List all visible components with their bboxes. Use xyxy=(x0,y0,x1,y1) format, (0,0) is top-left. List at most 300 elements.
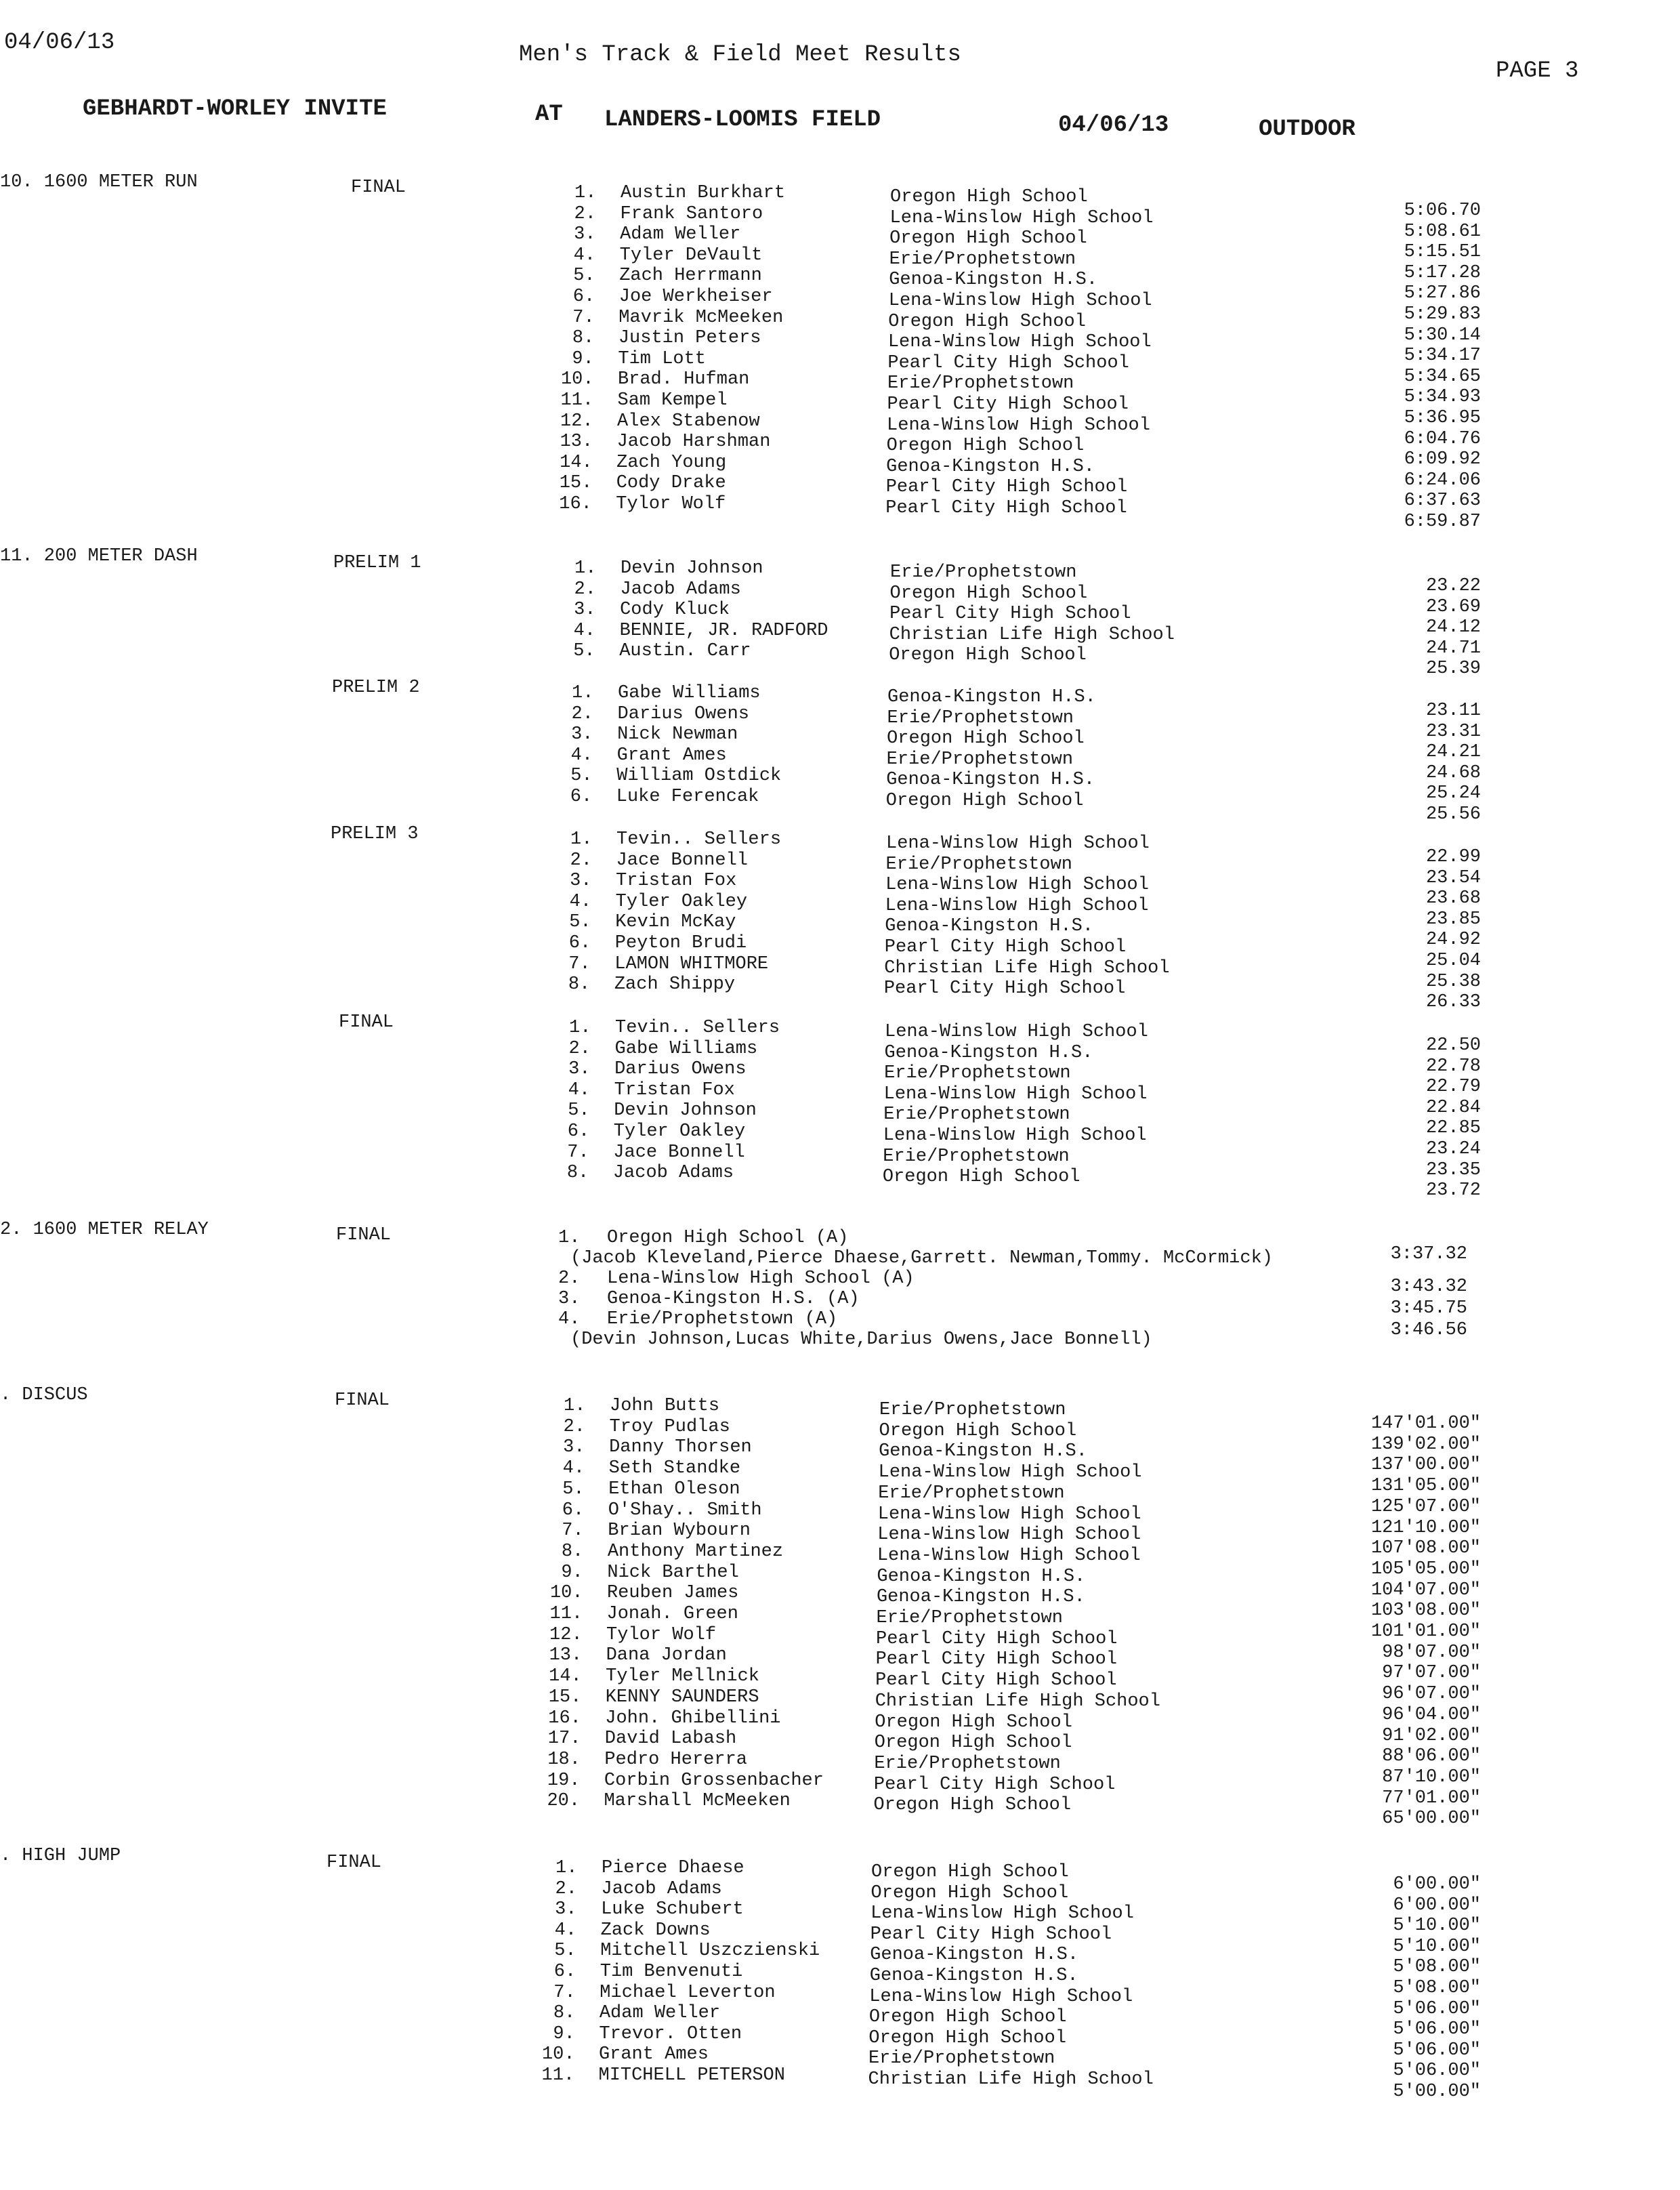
team-name: Genoa-Kingston H.S. xyxy=(869,1966,1078,1986)
result-row xyxy=(0,641,1680,680)
place: 2. xyxy=(558,1268,581,1289)
mark: 5:27.86 xyxy=(1404,283,1481,304)
team-name: Lena-Winslow High School xyxy=(878,1462,1142,1483)
team-name: Pearl City High School xyxy=(884,937,1127,957)
result-row xyxy=(0,1791,1680,1830)
place: 20. xyxy=(547,1791,581,1812)
team-name: Pearl City High School xyxy=(875,1649,1118,1670)
mark: 139'02.00" xyxy=(1370,1434,1481,1455)
team-name: Lena-Winslow High School xyxy=(885,1022,1148,1042)
mark: 3:37.32 xyxy=(1390,1244,1467,1264)
mark: 5'06.00" xyxy=(1393,2040,1481,2061)
mark: 5:29.83 xyxy=(1404,304,1481,325)
meet-setting: OUTDOOR xyxy=(1259,117,1356,142)
team-name: Oregon High School xyxy=(868,2027,1067,2048)
team-name: Genoa-Kingston H.S. xyxy=(884,1042,1093,1063)
athlete-name: Sam Kempel xyxy=(617,390,728,411)
event-title: 10. 1600 METER RUN xyxy=(0,172,198,192)
athlete-name: Tyler DeVault xyxy=(619,245,763,266)
place: 5. xyxy=(554,1941,576,1962)
mark: 3:43.32 xyxy=(1390,1277,1467,1297)
mark: 6:37.63 xyxy=(1404,491,1481,512)
place: 2. xyxy=(574,203,596,224)
mark: 5'10.00" xyxy=(1393,1936,1481,1957)
mark: 104'07.00" xyxy=(1370,1579,1481,1600)
mark: 23.54 xyxy=(1425,867,1481,888)
place: 6. xyxy=(570,787,593,807)
athlete-name: Anthony Martinez xyxy=(607,1541,784,1562)
place: 5. xyxy=(562,1479,585,1500)
mark: 22.84 xyxy=(1425,1097,1481,1118)
meet-at: AT xyxy=(535,102,563,127)
place: 3. xyxy=(555,1899,577,1920)
athlete-name: Tevin.. Sellers xyxy=(615,1018,780,1038)
place: 9. xyxy=(561,1562,583,1583)
athlete-name: Jacob Adams xyxy=(601,1878,722,1899)
team-name: Pearl City High School xyxy=(876,1628,1118,1649)
mark: 5'08.00" xyxy=(1393,1957,1481,1978)
team-name: Pearl City High School xyxy=(885,477,1128,498)
mark: 131'05.00" xyxy=(1370,1476,1481,1497)
athlete-name: John Butts xyxy=(610,1396,720,1416)
place: 15. xyxy=(559,473,593,494)
team-name: Genoa-Kingston H.S. xyxy=(879,1441,1087,1462)
mark: 25.38 xyxy=(1425,971,1481,992)
athlete-name: Kevin McKay xyxy=(615,912,736,933)
place: 1. xyxy=(564,1396,586,1416)
mark: 125'07.00" xyxy=(1370,1496,1481,1517)
report-title: Men's Track & Field Meet Results xyxy=(519,42,961,68)
place: 2. xyxy=(570,850,592,871)
mark: 5:08.61 xyxy=(1404,221,1481,242)
mark: 22.78 xyxy=(1425,1056,1481,1077)
round-label: FINAL xyxy=(339,1012,394,1033)
place: 6. xyxy=(572,287,595,307)
mark: 25.56 xyxy=(1425,804,1481,825)
place: 12. xyxy=(549,1624,583,1645)
mark: 5:34.65 xyxy=(1404,366,1481,387)
place: 4. xyxy=(570,745,593,766)
team-name: Genoa-Kingston H.S. xyxy=(876,1587,1085,1608)
mark: 5:17.28 xyxy=(1404,262,1481,283)
mark: 5:34.17 xyxy=(1404,346,1481,367)
relay-team: Lena-Winslow High School (A) xyxy=(607,1268,915,1289)
result-row xyxy=(0,1163,1680,1201)
place: 5. xyxy=(573,641,595,662)
place: 19. xyxy=(547,1770,581,1791)
team-name: Oregon High School xyxy=(868,2007,1067,2028)
round-label: PRELIM 2 xyxy=(332,678,420,698)
place: 8. xyxy=(553,2003,576,2024)
place: 2. xyxy=(563,1416,585,1437)
mark: 25.24 xyxy=(1425,783,1481,804)
athlete-name: Cody Drake xyxy=(616,473,726,494)
mark: 23.85 xyxy=(1425,909,1481,930)
team-name: Oregon High School xyxy=(875,1712,1072,1733)
result-row xyxy=(0,494,1680,532)
meet-name: GEBHARDT-WORLEY INVITE xyxy=(83,96,387,122)
place: 3. xyxy=(558,1289,581,1309)
athlete-name: Gabe Williams xyxy=(618,683,761,703)
team-name: Lena-Winslow High School xyxy=(869,1986,1133,2007)
place: 14. xyxy=(560,452,593,473)
mark: 24.21 xyxy=(1425,742,1481,763)
athlete-name: Brian Wybourn xyxy=(608,1521,751,1542)
athlete-name: Pierce Dhaese xyxy=(602,1858,744,1878)
place: 1. xyxy=(570,829,593,850)
team-name: Lena-Winslow High School xyxy=(883,1083,1148,1104)
athlete-name: William Ostdick xyxy=(616,766,782,787)
athlete-name: Reuben James xyxy=(606,1583,739,1604)
mark: 24.92 xyxy=(1425,930,1481,951)
place: 4. xyxy=(554,1920,577,1941)
meet-venue: LANDERS-LOOMIS FIELD xyxy=(604,107,881,133)
team-name: Pearl City High School xyxy=(873,1774,1116,1795)
team-name: Erie/Prophetstown xyxy=(883,1104,1070,1125)
athlete-name: Gabe Williams xyxy=(614,1038,758,1059)
team-name: Erie/Prophetstown xyxy=(876,1608,1063,1628)
round-label: PRELIM 1 xyxy=(333,553,421,573)
team-name: Oregon High School xyxy=(873,1795,1072,1816)
place: 16. xyxy=(559,494,592,514)
place: 2. xyxy=(574,579,596,600)
place: 10. xyxy=(549,1583,583,1604)
event-title: 11. 200 METER DASH xyxy=(0,546,198,566)
athlete-name: KENNY SAUNDERS xyxy=(605,1687,759,1708)
place: 7. xyxy=(562,1521,584,1542)
team-name: Lena-Winslow High School xyxy=(888,291,1152,311)
mark: 6:59.87 xyxy=(1404,512,1481,532)
relay-members: (Jacob Kleveland,Pierce Dhaese,Garrett. Newman,Tommy. McCormick) xyxy=(570,1248,1273,1268)
mark: 26.33 xyxy=(1425,992,1481,1013)
place: 6. xyxy=(568,933,591,953)
mark: 5'06.00" xyxy=(1393,2061,1481,2082)
round-label: FINAL xyxy=(327,1853,382,1873)
mark: 5'06.00" xyxy=(1393,1998,1481,2019)
place: 11. xyxy=(549,1604,583,1624)
place: 7. xyxy=(568,953,591,974)
place: 8. xyxy=(566,1163,589,1184)
athlete-name: Luke Ferencak xyxy=(616,787,759,807)
team-name: Christian Life High School xyxy=(875,1691,1160,1712)
place: 4. xyxy=(573,245,596,266)
athlete-name: Grant Ames xyxy=(598,2044,709,2065)
mark: 88'06.00" xyxy=(1382,1746,1481,1767)
team-name: Christian Life High School xyxy=(868,2069,1154,2090)
team-name: Pearl City High School xyxy=(883,978,1126,999)
team-name: Pearl City High School xyxy=(887,352,1129,373)
place: 4. xyxy=(569,891,592,912)
athlete-name: Alex Stabenow xyxy=(617,411,760,432)
mark: 147'01.00" xyxy=(1370,1413,1481,1434)
athlete-name: Corbin Grossenbacher xyxy=(604,1770,824,1791)
place: 4. xyxy=(558,1309,581,1329)
team-name: Pearl City High School xyxy=(889,604,1131,625)
athlete-name: BENNIE, JR. RADFORD xyxy=(619,620,828,641)
mark: 91'02.00" xyxy=(1382,1725,1481,1746)
athlete-name: Darius Owens xyxy=(617,703,749,724)
team-name: Oregon High School xyxy=(889,645,1087,666)
mark: 5:15.51 xyxy=(1404,242,1481,263)
mark: 22.79 xyxy=(1425,1077,1481,1098)
team-name: Oregon High School xyxy=(871,1862,1069,1882)
team-name: Erie/Prophetstown xyxy=(884,1063,1071,1084)
athlete-name: Tylor Wolf xyxy=(606,1624,717,1645)
athlete-name: Frank Santoro xyxy=(620,203,763,224)
mark: 6'00.00" xyxy=(1393,1874,1481,1895)
place: 17. xyxy=(547,1729,581,1750)
team-name: Pearl City High School xyxy=(875,1670,1117,1691)
place: 12. xyxy=(560,411,593,432)
place: 5. xyxy=(570,766,593,787)
mark: 5:36.95 xyxy=(1404,408,1481,428)
mark: 97'07.00" xyxy=(1382,1663,1481,1684)
relay-team: Erie/Prophetstown (A) xyxy=(607,1309,838,1329)
team-name: Erie/Prophetstown xyxy=(890,562,1077,583)
team-name: Pearl City High School xyxy=(870,1924,1112,1945)
place: 9. xyxy=(553,2023,575,2044)
place: 5. xyxy=(573,266,595,287)
team-name: Erie/Prophetstown xyxy=(889,249,1076,270)
team-name: Oregon High School xyxy=(870,1882,1069,1903)
result-row xyxy=(0,787,1680,825)
athlete-name: Austin Burkhart xyxy=(621,183,786,203)
place: 1. xyxy=(574,558,597,579)
mark: 5'08.00" xyxy=(1393,1978,1481,1998)
mark: 65'00.00" xyxy=(1382,1809,1481,1830)
place: 7. xyxy=(553,1982,576,2003)
team-name: Christian Life High School xyxy=(884,957,1170,978)
athlete-name: Mitchell Uszczienski xyxy=(600,1941,820,1962)
team-name: Oregon High School xyxy=(886,436,1085,457)
place: 8. xyxy=(572,328,595,349)
mark: 77'01.00" xyxy=(1382,1788,1481,1809)
place: 9. xyxy=(572,348,594,369)
athlete-name: Danny Thorsen xyxy=(609,1437,752,1458)
place: 1. xyxy=(555,1858,578,1878)
place: 2. xyxy=(571,703,593,724)
place: 2. xyxy=(555,1878,577,1899)
team-name: Oregon High School xyxy=(879,1420,1077,1441)
athlete-name: David Labash xyxy=(604,1729,737,1750)
team-name: Oregon High School xyxy=(882,1167,1080,1188)
mark: 5'06.00" xyxy=(1393,2019,1481,2040)
event-title: 2. 1600 METER RELAY xyxy=(0,1220,209,1240)
round-label: FINAL xyxy=(336,1225,392,1245)
mark: 23.68 xyxy=(1425,888,1481,909)
place: 2. xyxy=(568,1038,591,1059)
place: 4. xyxy=(568,1079,591,1100)
team-name: Genoa-Kingston H.S. xyxy=(870,1945,1079,1966)
athlete-name: Tyler Mellnick xyxy=(606,1666,759,1687)
athlete-name: Devin Johnson xyxy=(621,558,763,579)
mark: 23.24 xyxy=(1425,1139,1481,1159)
team-name: Erie/Prophetstown xyxy=(887,373,1074,394)
place: 4. xyxy=(573,620,596,641)
mark: 96'04.00" xyxy=(1382,1704,1481,1725)
meet-date: 04/06/13 xyxy=(1058,112,1169,138)
team-name: Genoa-Kingston H.S. xyxy=(877,1566,1086,1587)
place: 3. xyxy=(563,1437,585,1458)
athlete-name: Tylor Wolf xyxy=(616,494,726,514)
athlete-name: Marshall McMeeken xyxy=(604,1791,791,1812)
mark: 121'10.00" xyxy=(1370,1517,1481,1538)
athlete-name: Tim Benvenuti xyxy=(600,1962,743,1982)
team-name: Erie/Prophetstown xyxy=(885,854,1072,875)
athlete-name: O'Shay.. Smith xyxy=(608,1500,762,1521)
team-name: Erie/Prophetstown xyxy=(886,749,1074,770)
athlete-name: Ethan Oleson xyxy=(608,1479,740,1500)
place: 3. xyxy=(570,871,592,892)
mark: 25.04 xyxy=(1425,951,1481,971)
athlete-name: Pedro Hererra xyxy=(604,1749,747,1770)
mark: 22.85 xyxy=(1425,1118,1481,1139)
mark: 5'00.00" xyxy=(1393,2082,1481,2102)
round-label: FINAL xyxy=(351,178,406,198)
place: 8. xyxy=(561,1541,584,1562)
mark: 24.68 xyxy=(1425,762,1481,783)
mark: 6'00.00" xyxy=(1393,1895,1481,1916)
team-name: Erie/Prophetstown xyxy=(874,1753,1061,1774)
mark: 24.12 xyxy=(1425,617,1481,638)
athlete-name: Zach Shippy xyxy=(614,974,736,995)
athlete-name: MITCHELL PETERSON xyxy=(598,2065,785,2086)
athlete-name: Darius Owens xyxy=(614,1059,747,1080)
team-name: Oregon High School xyxy=(874,1733,1072,1754)
team-name: Oregon High School xyxy=(889,583,1088,604)
place: 6. xyxy=(553,1962,576,1982)
place: 8. xyxy=(568,974,591,995)
event-title: . DISCUS xyxy=(0,1385,88,1405)
relay-team: Oregon High School (A) xyxy=(607,1228,849,1248)
athlete-name: Cody Kluck xyxy=(620,600,730,621)
mark: 22.50 xyxy=(1425,1035,1481,1056)
athlete-name: Jacob Adams xyxy=(620,579,741,600)
athlete-name: Mavrik McMeeken xyxy=(618,307,784,328)
athlete-name: Adam Weller xyxy=(599,2003,721,2024)
athlete-name: Tyler Oakley xyxy=(613,1121,746,1142)
place: 11. xyxy=(560,390,594,411)
team-name: Genoa-Kingston H.S. xyxy=(885,916,1094,937)
team-name: Lena-Winslow High School xyxy=(883,1125,1147,1146)
place: 14. xyxy=(549,1666,582,1687)
place: 6. xyxy=(567,1121,590,1142)
place: 7. xyxy=(572,307,595,328)
mark: 23.31 xyxy=(1425,721,1481,742)
athlete-name: Tyler Oakley xyxy=(615,891,748,912)
athlete-name: Zack Downs xyxy=(600,1920,711,1941)
athlete-name: Grant Ames xyxy=(616,745,727,766)
team-name: Pearl City High School xyxy=(885,498,1127,518)
athlete-name: Jonah. Green xyxy=(606,1604,738,1624)
team-name: Erie/Prophetstown xyxy=(883,1146,1070,1167)
team-name: Lena-Winslow High School xyxy=(889,207,1154,228)
mark: 23.69 xyxy=(1425,596,1481,617)
team-name: Genoa-Kingston H.S. xyxy=(889,270,1098,291)
mark: 23.11 xyxy=(1425,701,1481,721)
mark: 6:04.76 xyxy=(1404,428,1481,449)
athlete-name: Justin Peters xyxy=(618,328,761,349)
athlete-name: Joe Werkheiser xyxy=(618,287,773,307)
athlete-name: Trevor. Otten xyxy=(599,2023,742,2044)
place: 3. xyxy=(568,1059,591,1080)
team-name: Oregon High School xyxy=(889,228,1087,249)
place: 1. xyxy=(572,683,594,703)
athlete-name: Michael Leverton xyxy=(600,1982,776,2003)
mark: 105'05.00" xyxy=(1370,1558,1481,1579)
athlete-name: Troy Pudlas xyxy=(609,1416,730,1437)
athlete-name: Seth Standke xyxy=(608,1458,741,1479)
place: 13. xyxy=(549,1645,583,1666)
mark: 6:09.92 xyxy=(1404,449,1481,470)
mark: 3:45.75 xyxy=(1390,1298,1467,1319)
place: 4. xyxy=(562,1458,585,1479)
place: 16. xyxy=(548,1708,581,1729)
athlete-name: Nick Newman xyxy=(617,724,738,745)
place: 1. xyxy=(574,183,597,203)
team-name: Lena-Winslow High School xyxy=(885,895,1149,916)
team-name: Lena-Winslow High School xyxy=(870,1903,1134,1924)
mark: 5:06.70 xyxy=(1404,201,1481,221)
mark: 96'07.00" xyxy=(1382,1684,1481,1705)
place: 1. xyxy=(569,1018,591,1038)
relay-members: (Devin Johnson,Lucas White,Darius Owens,Jace Bonnell) xyxy=(570,1329,1152,1350)
team-name: Erie/Prophetstown xyxy=(879,1400,1066,1420)
team-name: Lena-Winslow High School xyxy=(885,875,1149,896)
place: 5. xyxy=(569,912,591,933)
place: 3. xyxy=(571,724,593,745)
team-name: Oregon High School xyxy=(890,187,1088,207)
athlete-name: Tim Lott xyxy=(618,348,707,369)
team-name: Lena-Winslow High School xyxy=(886,833,1150,854)
mark: 87'10.00" xyxy=(1382,1767,1481,1788)
athlete-name: Zach Young xyxy=(616,452,727,473)
result-row xyxy=(0,2065,1680,2102)
place: 3. xyxy=(574,224,596,245)
team-name: Oregon High School xyxy=(888,311,1086,332)
athlete-name: Jace Bonnell xyxy=(616,850,748,871)
athlete-name: Tristan Fox xyxy=(614,1079,735,1100)
team-name: Erie/Prophetstown xyxy=(868,2048,1055,2069)
mark: 5:34.93 xyxy=(1404,387,1481,408)
athlete-name: Tevin.. Sellers xyxy=(616,829,782,850)
report-date: 04/06/13 xyxy=(4,30,115,56)
mark: 107'08.00" xyxy=(1370,1538,1481,1559)
event-title: . HIGH JUMP xyxy=(0,1846,121,1866)
mark: 22.99 xyxy=(1425,847,1481,867)
athlete-name: Tristan Fox xyxy=(616,871,737,892)
place: 10. xyxy=(541,2044,575,2065)
athlete-name: LAMON WHITMORE xyxy=(614,953,769,974)
result-row xyxy=(0,971,1680,1013)
team-name: Genoa-Kingston H.S. xyxy=(887,687,1096,707)
place: 3. xyxy=(574,600,596,621)
mark: 137'00.00" xyxy=(1370,1455,1481,1476)
athlete-name: Brad. Hufman xyxy=(617,369,750,390)
mark: 23.35 xyxy=(1425,1159,1481,1180)
mark: 25.39 xyxy=(1425,659,1481,680)
relay-row xyxy=(0,1268,1680,1297)
athlete-name: Jacob Adams xyxy=(612,1163,734,1184)
place: 18. xyxy=(547,1749,581,1770)
athlete-name: Devin Johnson xyxy=(614,1100,757,1121)
athlete-name: Nick Barthel xyxy=(607,1562,739,1583)
team-name: Christian Life High School xyxy=(889,624,1175,645)
athlete-name: Zach Herrmann xyxy=(619,266,762,287)
team-name: Pearl City High School xyxy=(887,394,1129,415)
mark: 101'01.00" xyxy=(1370,1621,1481,1642)
place: 7. xyxy=(567,1142,589,1163)
